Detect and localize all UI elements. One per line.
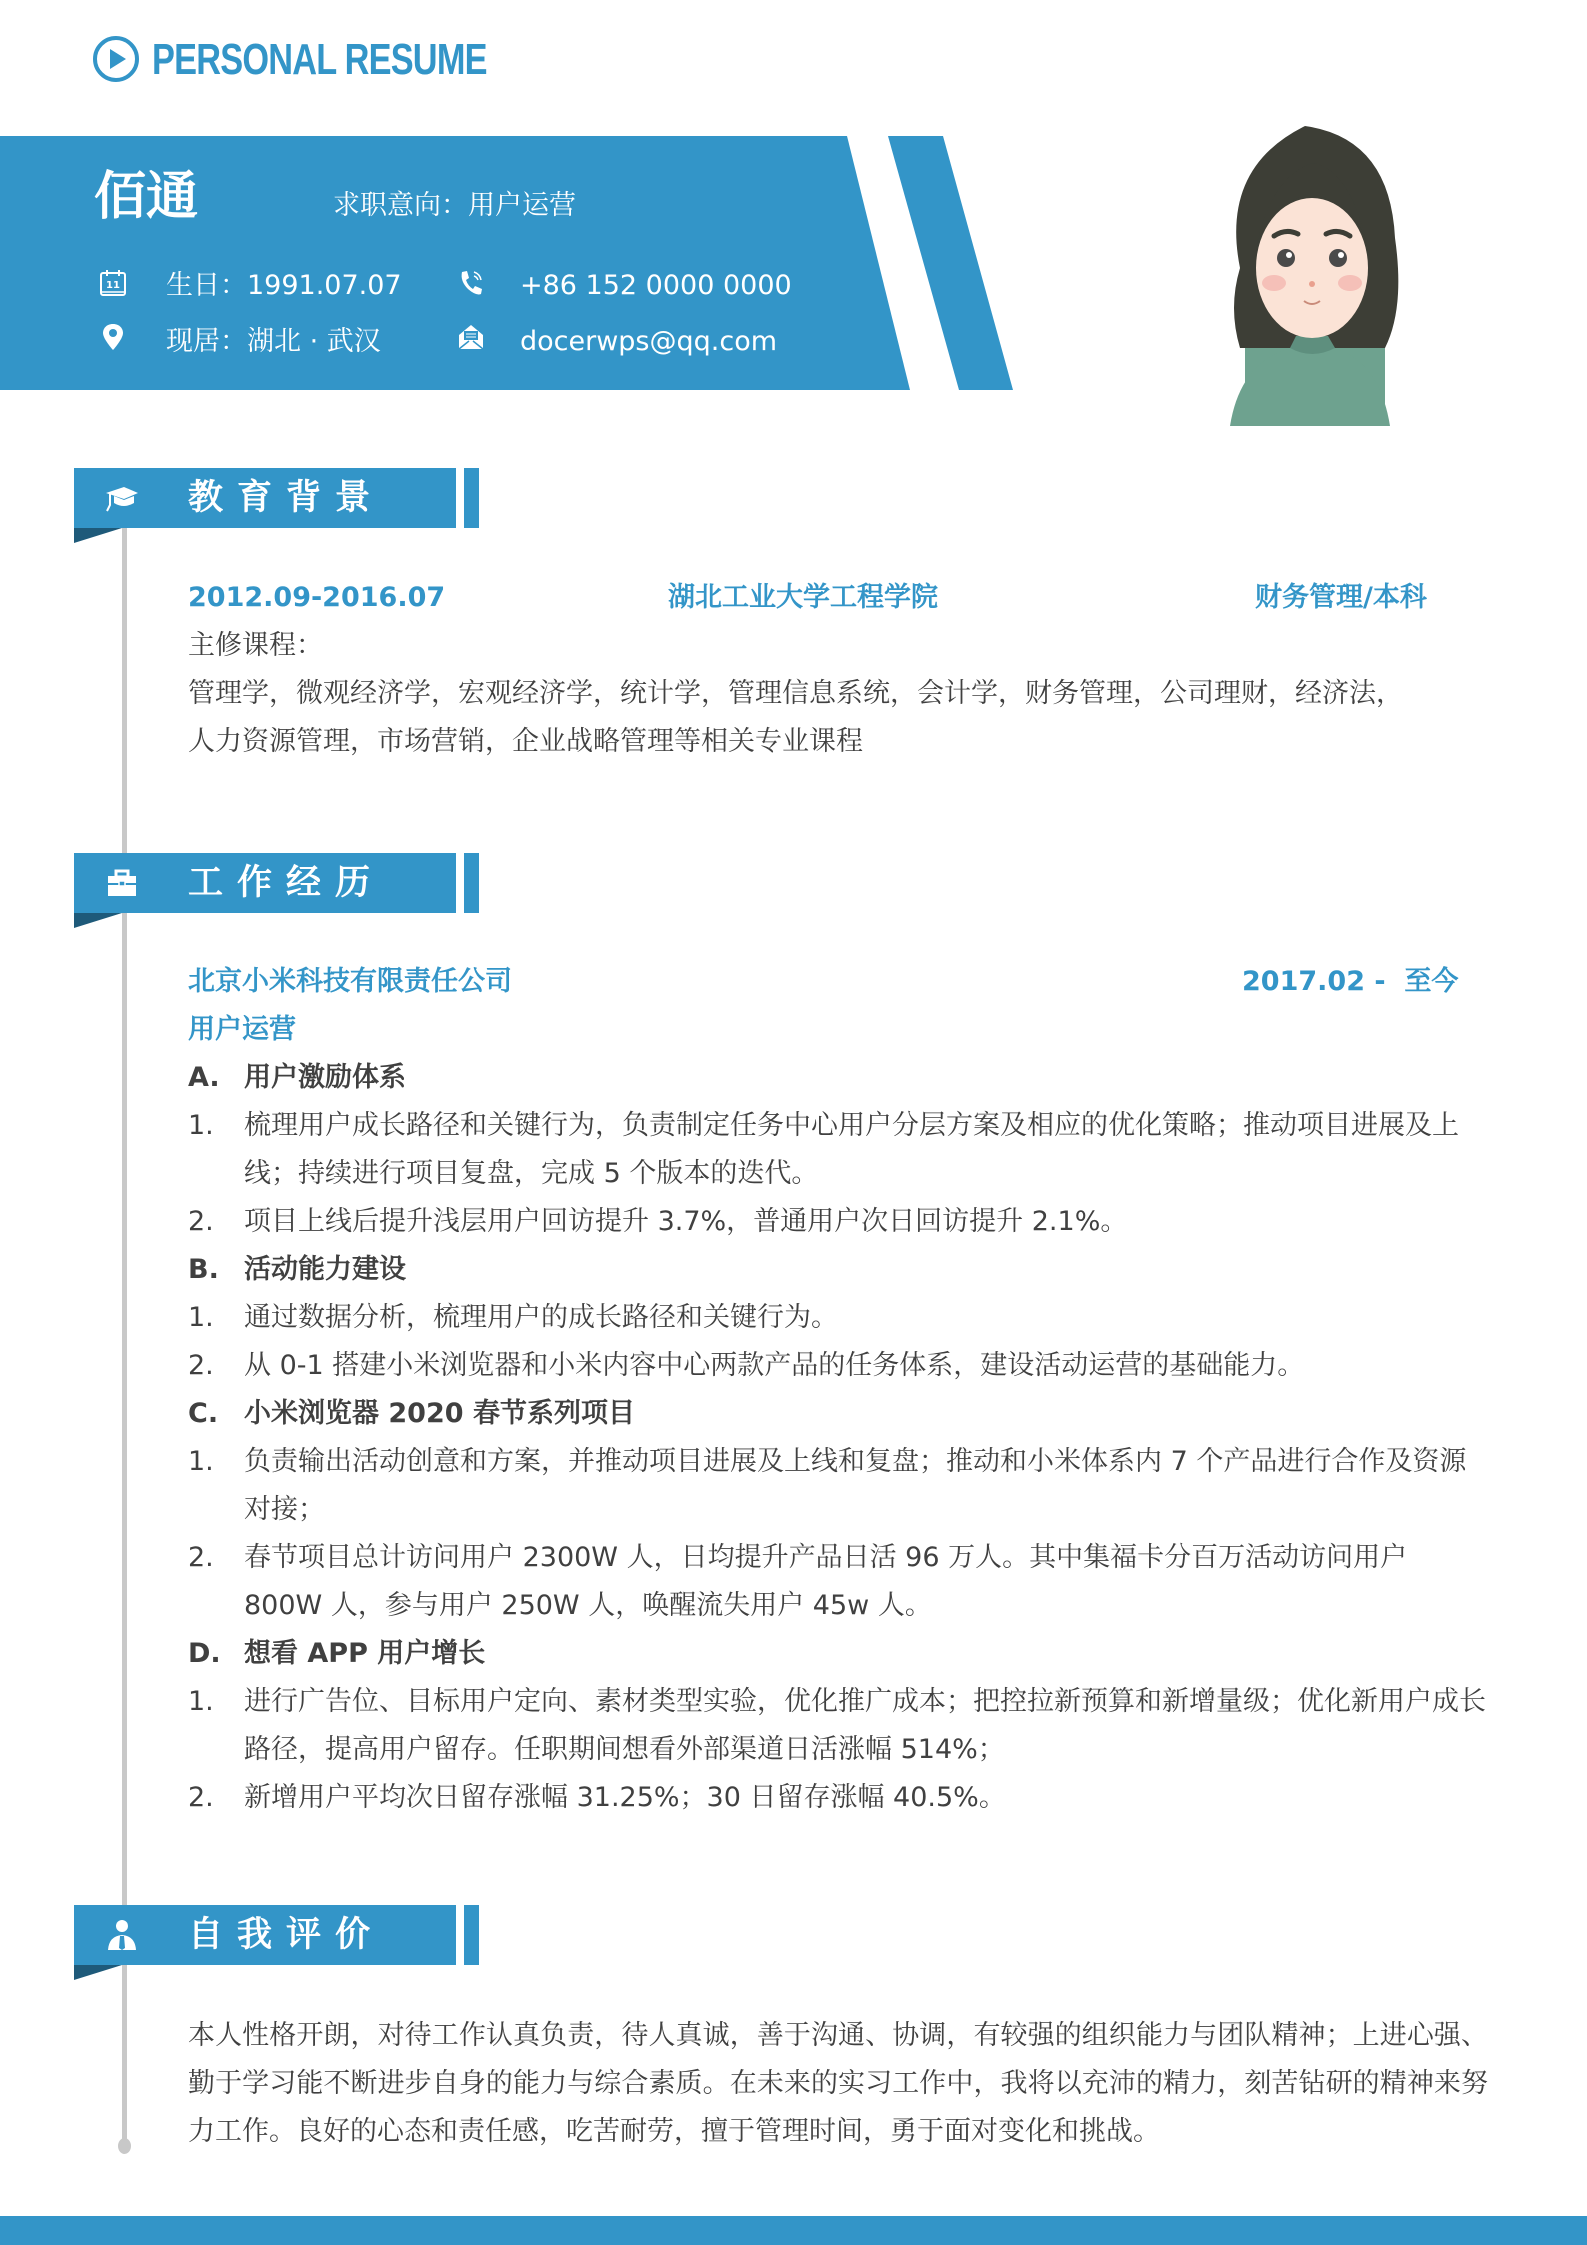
- company-name: 北京小米科技有限责任公司: [188, 966, 512, 997]
- location-text: 现居：湖北 · 武汉: [166, 326, 381, 357]
- calendar-icon: [96, 266, 130, 300]
- list-item: 2. 新增用户平均次日留存涨幅 31.25%；30 日留存涨幅 40.5%。: [188, 1782, 1006, 1813]
- education-school: 湖北工业大学工程学院: [668, 582, 938, 613]
- section-bar-accent: [464, 468, 479, 528]
- group-heading: D. 想看 APP 用户增长: [188, 1638, 486, 1669]
- self-evaluation-text: 本人性格开朗，对待工作认真负责，待人真诚，善于沟通、协调，有较强的组织能力与团队精神；上进心强、勤于学习能不断进步自身的能力与综合素质。在未来的实习工作中，我将以充沛的精力，刻苦钻研的精神来努力工作。良好的心态和责任感，吃苦耐劳，擅于管理时间，勇于面对变化和挑战。: [188, 2020, 1488, 2147]
- work-company-row: [188, 962, 1468, 1002]
- work-period: 2017.02 - 至今: [1242, 966, 1459, 997]
- section-header-work: [74, 853, 484, 913]
- group-heading: A. 用户激励体系: [188, 1062, 406, 1093]
- group-heading: B. 活动能力建设: [188, 1254, 406, 1285]
- phone-text: +86 152 0000 0000: [520, 270, 792, 301]
- list-item: 1. 进行广告位、目标用户定向、素材类型实验，优化推广成本；把控拉新预算和新增量级；优化新用户成长路径，提高用户留存。任职期间想看外部渠道日活涨幅 514%；: [188, 1686, 1486, 1765]
- courses-line-2: 人力资源管理，市场营销，企业战略管理等相关专业课程: [188, 726, 863, 757]
- education-major: 财务管理/本科: [1255, 582, 1427, 613]
- section-title: 工作经历: [188, 863, 385, 903]
- work-role: 用户运营: [188, 1014, 296, 1045]
- envelope-icon: [454, 320, 488, 354]
- svg-text:11: 11: [106, 280, 120, 291]
- job-intent: 求职意向：用户运营: [333, 190, 576, 221]
- email-link[interactable]: docerwps@qq.com: [520, 326, 778, 357]
- courses-line-1: 管理学，微观经济学，宏观经济学，统计学，管理信息系统，会计学，财务管理，公司理财，经济法，: [188, 678, 1403, 709]
- list-item: 2. 项目上线后提升浅层用户回访提升 3.7%，普通用户次日回访提升 2.1%。: [188, 1206, 1128, 1237]
- birthday-text: 生日：1991.07.07: [166, 270, 402, 301]
- section-fold: [74, 1965, 122, 1980]
- section-title: 自我评价: [188, 1915, 385, 1955]
- candidate-name: 佰通: [94, 167, 199, 227]
- list-item: 1. 负责输出活动创意和方案，并推动项目进展及上线和复盘；推动和小米体系内 7 个产品进行合作及资源对接；: [188, 1446, 1467, 1525]
- timeline-end-dot: [118, 2138, 131, 2154]
- list-item: 1. 通过数据分析，梳理用户的成长路径和关键行为。: [188, 1302, 838, 1333]
- briefcase-icon: [102, 865, 142, 901]
- education-row: [188, 578, 1468, 618]
- phone-icon: [454, 266, 488, 300]
- play-circle-icon: [93, 36, 139, 82]
- timeline-line: [122, 528, 127, 2142]
- list-item: 2. 从 0-1 搭建小米浏览器和小米内容中心两款产品的任务体系，建设活动运营的基础能力。: [188, 1350, 1305, 1381]
- avatar: [1200, 108, 1422, 426]
- group-heading: C. 小米浏览器 2020 春节系列项目: [188, 1398, 635, 1429]
- list-item: 1. 梳理用户成长路径和关键行为，负责制定任务中心用户分层方案及相应的优化策略；推动项目进展及上线；持续进行项目复盘，完成 5 个版本的迭代。: [188, 1110, 1459, 1189]
- location-pin-icon: [96, 320, 130, 354]
- section-header-education: [74, 468, 484, 528]
- section-title: 教育背景: [188, 478, 385, 518]
- education-period: 2012.09-2016.07: [188, 582, 446, 613]
- section-fold: [74, 528, 122, 543]
- section-bar-accent: [464, 1905, 479, 1965]
- user-tie-icon: [102, 1917, 142, 1953]
- graduation-cap-icon: [102, 480, 142, 516]
- work-details-list: [188, 1054, 1488, 1822]
- section-fold: [74, 913, 122, 928]
- footer-bar: [0, 2216, 1587, 2245]
- section-bar-accent: [464, 853, 479, 913]
- section-header-self-evaluation: [74, 1905, 484, 1965]
- resume-title: PERSONAL RESUME: [152, 35, 487, 84]
- courses-label: 主修课程：: [188, 630, 323, 661]
- list-item: 2. 春节项目总计访问用户 2300W 人，日均提升产品日活 96 万人。其中集福卡分百万活动访问用户 800W 人，参与用户 250W 人，唤醒流失用户 45w 人。: [188, 1542, 1408, 1621]
